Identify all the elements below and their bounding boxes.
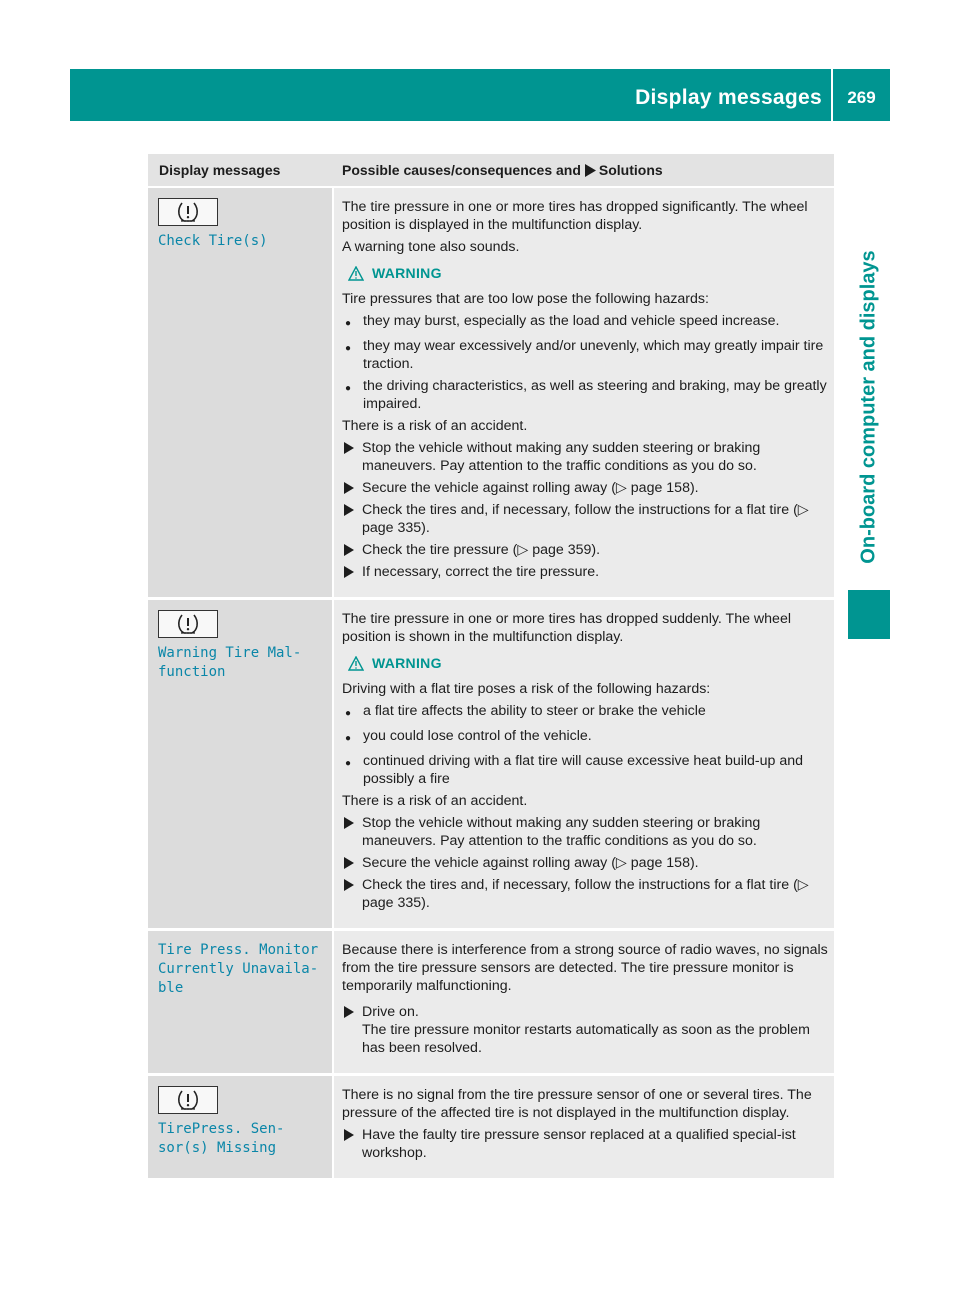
- action-step: [342, 439, 828, 475]
- list-item: [342, 752, 828, 788]
- message-cell: [148, 188, 334, 597]
- step-text: Secure the vehicle against rolling away (▷ page 158).: [362, 855, 699, 871]
- list-item: [342, 337, 828, 373]
- list-item: [342, 702, 828, 723]
- display-message-text: TirePress. Sen‐ sor(s) Missing: [158, 1121, 285, 1156]
- risk-intro: Tire pressures that are too low pose the following hazards:: [342, 291, 709, 307]
- chapter-tab-label: On-board computer and displays: [857, 250, 880, 564]
- step-text: Have the faulty tire pressure sensor replaced at a qualified special-ist workshop.: [362, 1127, 796, 1161]
- step-text: If necessary, correct the tire pressure.: [362, 564, 600, 580]
- action-arrow-icon: [342, 1003, 362, 1057]
- step-text: Secure the vehicle against rolling away (▷ page 158).: [362, 480, 699, 496]
- list-item-text: a flat tire affects the ability to steer or brake the vehicle: [363, 703, 706, 719]
- list-item: [342, 727, 828, 748]
- tire-pressure-warning-icon: [158, 1086, 218, 1114]
- display-messages-table: [148, 154, 834, 1181]
- bullet-icon: ●: [345, 708, 352, 719]
- header-bar: [70, 69, 890, 121]
- page-number: 269: [847, 88, 876, 107]
- list-item-text: they may burst, especially as the load and vehicle speed increase.: [363, 313, 780, 329]
- bullet-icon: ●: [345, 318, 352, 329]
- step-content: [362, 1003, 828, 1057]
- solution-cell: [334, 188, 834, 597]
- action-step: [342, 563, 828, 581]
- warning-label: WARNING: [372, 655, 442, 671]
- warning-heading: [348, 264, 828, 282]
- bullet-icon: ●: [345, 758, 352, 769]
- step-text: Drive on.: [362, 1004, 419, 1020]
- step-text: Stop the vehicle without making any sudden steering or braking maneuvers. Pay attention to the traffic conditions as you do so.: [362, 440, 761, 474]
- action-arrow-icon: [342, 541, 362, 559]
- bullet-icon: ●: [345, 383, 352, 394]
- tire-pressure-warning-icon: [158, 198, 218, 226]
- intro-text: A warning tone also sounds.: [342, 239, 520, 255]
- action-arrow-icon: [342, 876, 362, 912]
- action-arrow-icon: [342, 1126, 362, 1162]
- header-col-causes: [335, 154, 834, 186]
- table-header: [148, 154, 834, 188]
- display-message-text: Tire Press. Monitor Currently Unavaila‐ ble: [158, 942, 319, 996]
- step-text: Check the tires and, if necessary, follow the instructions for a flat tire (▷ page 335).: [362, 502, 809, 536]
- step-text: Check the tire pressure (▷ page 359).: [362, 542, 601, 558]
- intro-text: There is no signal from the tire pressure sensor of one or several tires. The pressure of the affected tire is not displayed in the multifunction display.: [342, 1087, 812, 1121]
- page-title: Display messages: [635, 86, 822, 109]
- header-col-causes-label: Possible causes/consequences and: [342, 162, 581, 178]
- list-item-text: they may wear excessively and/or unevenly, which may greatly impair tire traction.: [363, 338, 824, 372]
- intro-text: Because there is interference from a strong source of radio waves, no signals from the tire pressure sensors are detected. The tire pressure monitor is temporarily malfunctioning.: [342, 942, 828, 994]
- action-step: [342, 1126, 828, 1162]
- action-step: [342, 541, 828, 559]
- warning-label: WARNING: [372, 265, 442, 281]
- action-arrow-icon: [342, 479, 362, 497]
- list-item-text: continued driving with a flat tire will cause excessive heat build-up and possibly a fire: [363, 753, 804, 787]
- step-text: Stop the vehicle without making any sudden steering or braking maneuvers. Pay attention to the traffic conditions as you do so.: [362, 815, 761, 849]
- action-step: [342, 876, 828, 912]
- step-text: Check the tires and, if necessary, follow the instructions for a flat tire (▷ page 335).: [362, 877, 809, 911]
- list-item-text: the driving characteristics, as well as steering and braking, may be greatly impaired.: [363, 378, 827, 412]
- header-col-messages: Display messages: [159, 162, 281, 178]
- action-step: [342, 814, 828, 850]
- risk-intro: Driving with a flat tire poses a risk of the following hazards:: [342, 681, 711, 697]
- action-step: [342, 854, 828, 872]
- action-step: [342, 479, 828, 497]
- warning-triangle-icon: [348, 266, 364, 281]
- action-arrow-icon: [342, 439, 362, 475]
- list-item: [342, 312, 828, 333]
- table-row: [148, 188, 834, 600]
- risk-text: There is a risk of an accident.: [342, 793, 528, 809]
- action-arrow-icon: [342, 563, 362, 581]
- action-step: [342, 501, 828, 537]
- warning-triangle-icon: [348, 656, 364, 671]
- list-item-text: you could lose control of the vehicle.: [363, 728, 592, 744]
- solution-cell: [334, 1076, 834, 1178]
- table-row: [148, 1076, 834, 1181]
- solution-cell: [334, 931, 834, 1073]
- message-cell: [148, 600, 334, 928]
- step-subtext: The tire pressure monitor restarts automatically as soon as the problem has been resolved.: [362, 1022, 810, 1056]
- header-col-solutions-label: Solutions: [598, 162, 663, 178]
- action-arrow-icon: [342, 854, 362, 872]
- bullet-icon: ●: [345, 343, 352, 354]
- action-arrow-icon: [342, 814, 362, 850]
- risk-text: There is a risk of an accident.: [342, 418, 528, 434]
- list-item: [342, 377, 828, 413]
- action-step: [342, 1003, 828, 1057]
- chapter-tab: [848, 222, 890, 592]
- intro-text: The tire pressure in one or more tires has dropped significantly. The wheel position is displayed in the multifunction display.: [342, 199, 808, 233]
- intro-text: The tire pressure in one or more tires has dropped suddenly. The wheel position is shown in the multifunction display.: [342, 611, 791, 645]
- message-cell: [148, 1076, 334, 1178]
- display-message-text: Check Tire(s): [158, 233, 268, 249]
- display-message-text: Warning Tire Mal‐ function: [158, 645, 302, 680]
- tire-pressure-warning-icon: [158, 610, 218, 638]
- warning-heading: [348, 654, 828, 672]
- chapter-marker: [848, 590, 890, 639]
- action-arrow-icon: [342, 501, 362, 537]
- message-cell: [148, 931, 334, 1073]
- table-row: [148, 931, 834, 1076]
- action-arrow-icon: [585, 164, 596, 177]
- solution-cell: [334, 600, 834, 928]
- table-row: [148, 600, 834, 931]
- bullet-icon: ●: [345, 733, 352, 744]
